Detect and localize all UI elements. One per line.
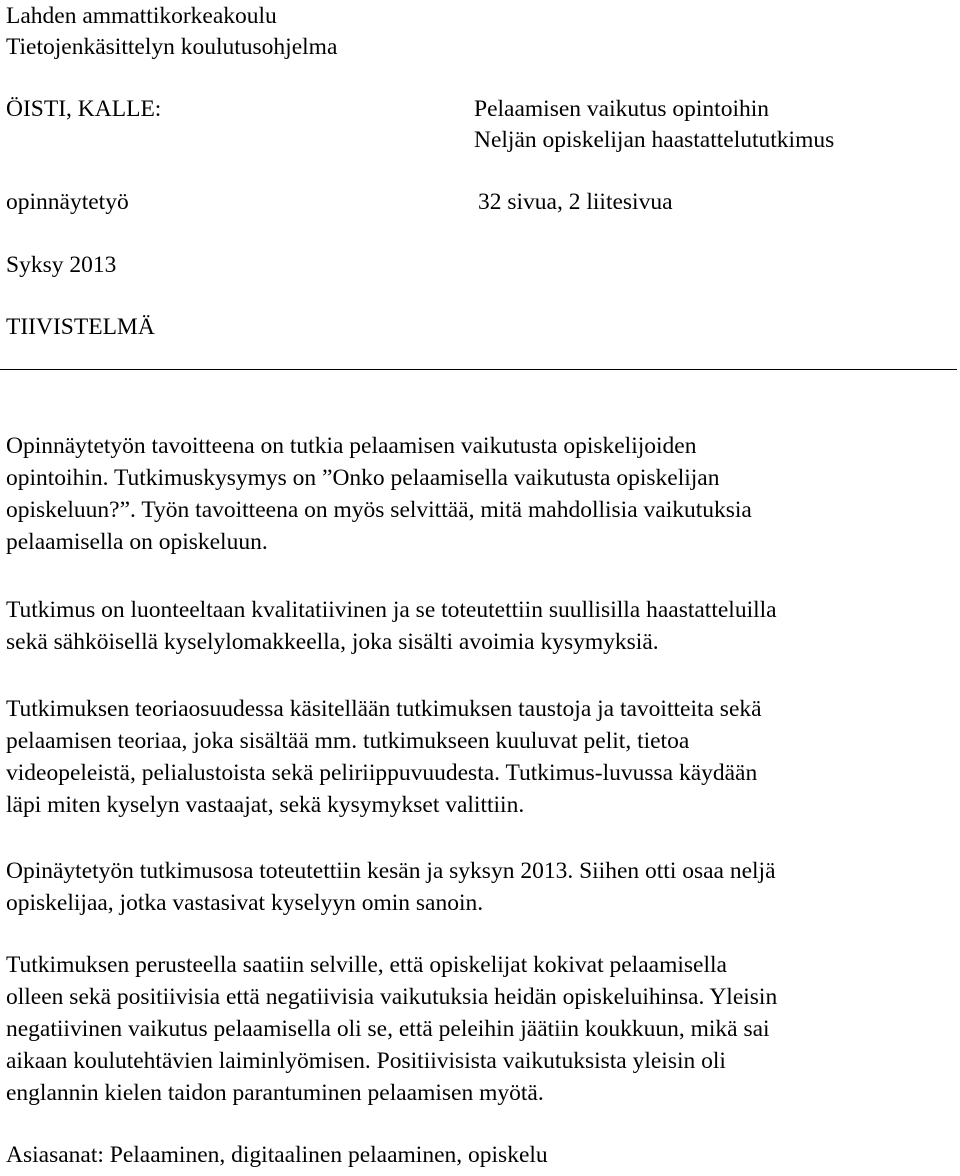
paragraph-line: englannin kielen taidon parantuminen pelaamisen myötä. bbox=[6, 1080, 544, 1106]
keywords: Asiasanat: Pelaaminen, digitaalinen pelaaminen, opiskelu bbox=[6, 1142, 548, 1168]
paragraph-line: Opinnäytetyön tavoitteena on tutkia pelaamisen vaikutusta opiskelijoiden bbox=[6, 433, 697, 459]
paragraph-line: pelaamisella on opiskeluun. bbox=[6, 529, 268, 555]
document-type: opinnäytetyö bbox=[6, 189, 129, 215]
abstract-paragraph-1 bbox=[6, 430, 956, 558]
abstract-paragraph-4 bbox=[6, 855, 956, 919]
page-count: 32 sivua, 2 liitesivua bbox=[478, 189, 673, 215]
abstract-paragraph-3 bbox=[6, 693, 956, 821]
paragraph-line: negatiivinen vaikutus pelaamisella oli se, että peleihin jäätiin koukkuun, mikä sai bbox=[6, 1016, 770, 1042]
paragraph-line: opiskeluun?”. Työn tavoitteena on myös selvittää, mitä mahdollisia vaikutuksia bbox=[6, 497, 752, 523]
abstract-paragraph-2 bbox=[6, 594, 956, 658]
paragraph-line: opiskelijaa, jotka vastasivat kyselyyn omin sanoin. bbox=[6, 890, 484, 916]
paragraph-line: Opinäytetyön tutkimusosa toteutettiin kesän ja syksyn 2013. Siihen otti osaa neljä bbox=[6, 858, 776, 884]
paragraph-line: Tutkimus on luonteeltaan kvalitatiivinen ja se toteutettiin suullisilla haastatteluilla bbox=[6, 597, 777, 623]
institution-name: Lahden ammattikorkeakoulu bbox=[6, 3, 277, 29]
paragraph-line: läpi miten kyselyn vastaajat, sekä kysymykset valittiin. bbox=[6, 792, 525, 818]
thesis-subtitle: Neljän opiskelijan haastattelututkimus bbox=[474, 127, 835, 153]
paragraph-line: Tutkimuksen teoriaosuudessa käsitellään tutkimuksen taustoja ja tavoitteita sekä bbox=[6, 696, 762, 722]
abstract-paragraph-5 bbox=[6, 949, 956, 1109]
thesis-title: Pelaamisen vaikutus opintoihin bbox=[474, 96, 770, 122]
paragraph-line: pelaamisen teoriaa, joka sisältää mm. tutkimukseen kuuluvat pelit, tietoa bbox=[6, 728, 690, 754]
programme-name: Tietojenkäsittelyn koulutusohjelma bbox=[6, 34, 338, 60]
paragraph-line: olleen sekä positiivisia että negatiivisia vaikutuksia heidän opiskeluihinsa. Yleisin bbox=[6, 984, 778, 1010]
paragraph-line: Tutkimuksen perusteella saatiin selville, että opiskelijat kokivat pelaamisella bbox=[6, 952, 727, 978]
paragraph-line: videopeleistä, pelialustoista sekä peliriippuvuudesta. Tutkimus-luvussa käydään bbox=[6, 760, 758, 786]
paragraph-line: opintoihin. Tutkimuskysymys on ”Onko pelaamisella vaikutusta opiskelijan bbox=[6, 465, 720, 491]
divider-line bbox=[0, 369, 957, 370]
paragraph-line: aikaan koulutehtävien laiminlyömisen. Positiivisista vaikutuksista yleisin oli bbox=[6, 1048, 726, 1074]
author-name: ÖISTI, KALLE: bbox=[6, 96, 162, 122]
section-heading: TIIVISTELMÄ bbox=[6, 314, 155, 340]
paragraph-line: sekä sähköisellä kyselylomakkeella, joka sisälti avoimia kysymyksiä. bbox=[6, 629, 659, 655]
semester: Syksy 2013 bbox=[6, 252, 117, 278]
